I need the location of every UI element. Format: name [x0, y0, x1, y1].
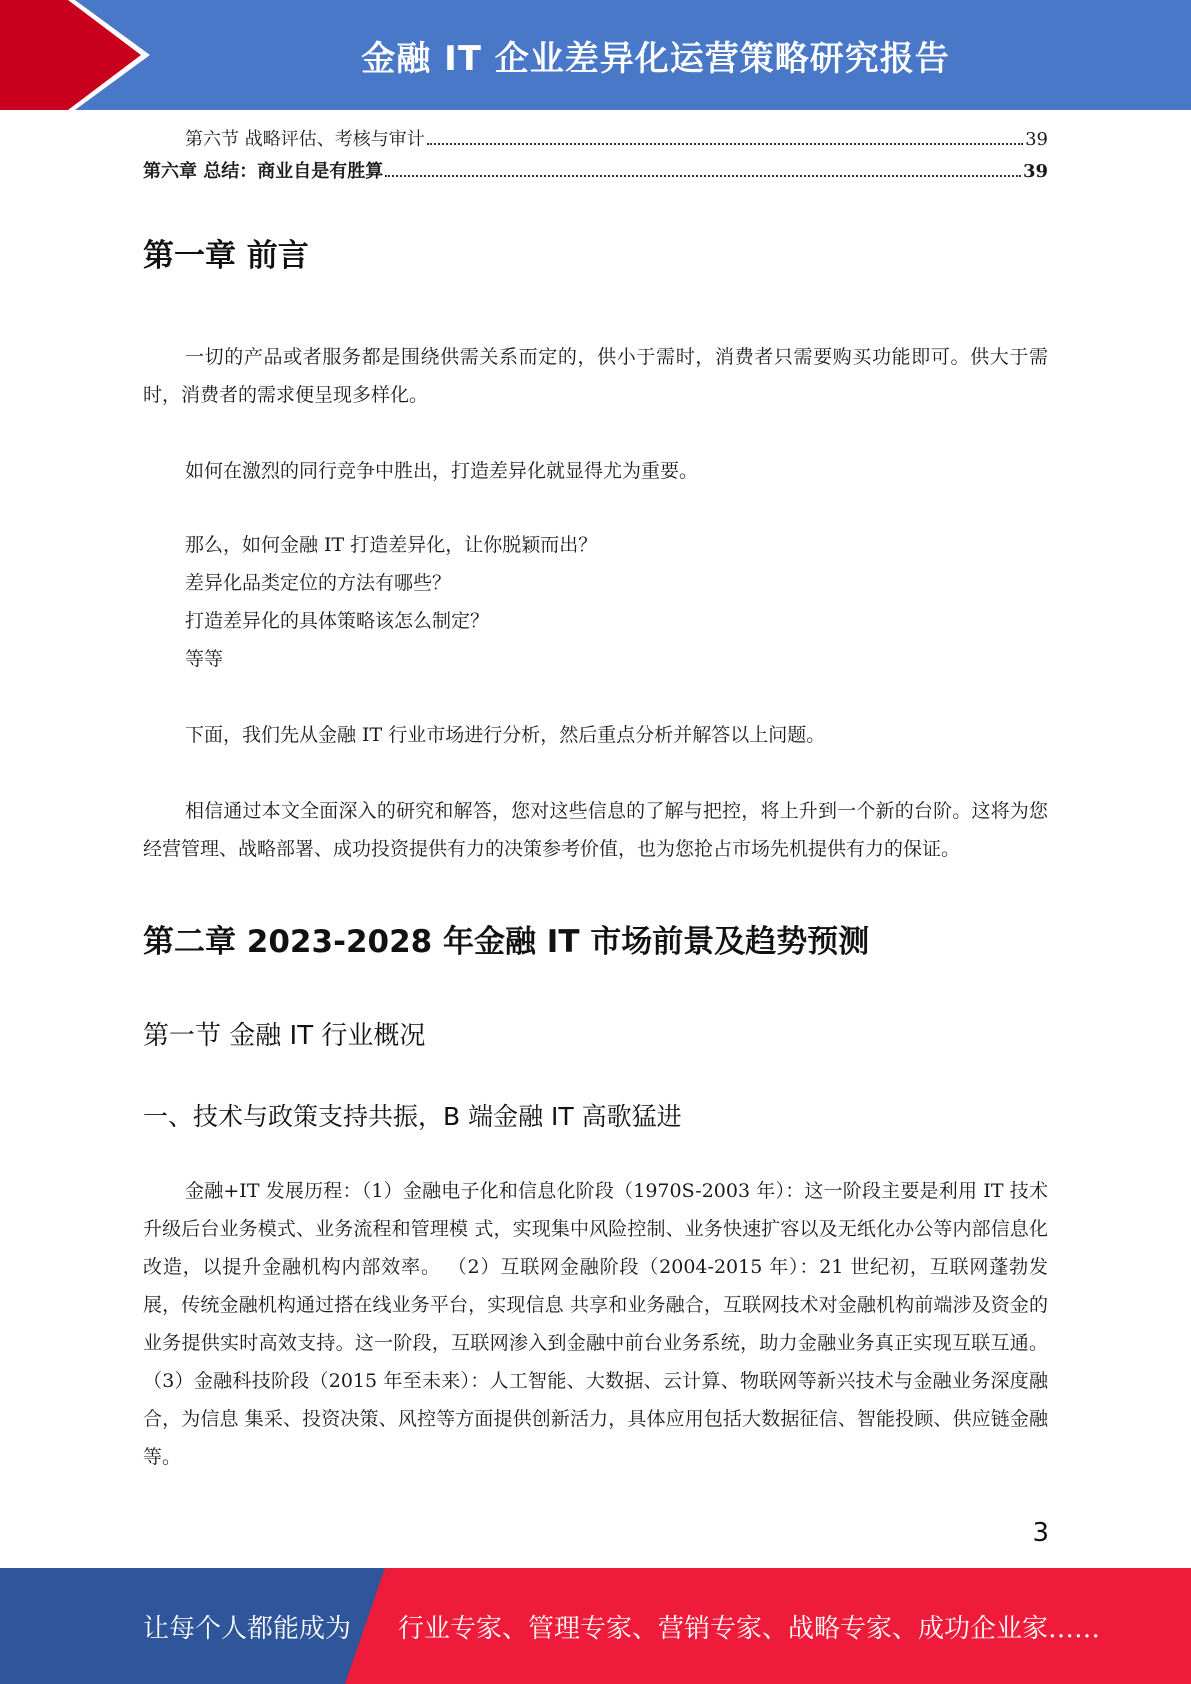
toc-leader — [427, 143, 1023, 145]
page-header — [0, 0, 1191, 110]
paragraph: 一切的产品或者服务都是围绕供需关系而定的，供小于需时，消费者只需要购买功能即可。供大于需时，消费者的需求便呈现多样化。 — [143, 346, 1048, 406]
question-line: 打造差异化的具体策略该怎么制定？ — [185, 610, 490, 632]
section-heading: 第一节 金融 IT 行业概况 — [143, 1021, 426, 1051]
chapter-1-heading: 第一章 前言 — [143, 238, 309, 274]
toc-entry-section-6[interactable] — [143, 124, 1048, 156]
toc-entry-title: 第六章 总结：商业自是有胜算 — [143, 161, 384, 182]
subsection-heading: 一、技术与政策支持共振，B 端金融 IT 高歌猛进 — [143, 1102, 682, 1131]
paragraph: 相信通过本文全面深入的研究和解答，您对这些信息的了解与把控，将上升到一个新的台阶。这将为您经营管理、战略部署、成功投资提供有力的决策参考价值，也为您抢占市场先机提供有力的保证。 — [143, 800, 1048, 860]
question-line: 等等 — [185, 648, 224, 670]
header-arrow-decoration — [0, 0, 170, 110]
toc-leader — [385, 175, 1021, 177]
paragraph: 金融+IT 发展历程：（1）金融电子化和信息化阶段（1970S-2003 年）：这一阶段主要是利用 IT 技术升级后台业务模式、业务流程和管理模 式，实现集中风险控制、业务快速扩容以及无纸化办公等内部信息化改造，以提升金融机构内部效率。 （2）互联网金融阶段（2004-2015 年）：21 世纪初，互联网蓬勃发展，传统金融机构通过搭在线业务平台，实现信息 共享和业务融合，互联网技术对金融机构前端涉及资金的业务提供实时高效支持。这一阶段，互联网渗入到金融中前台业务系统，助力金融业务真正实现互联互通。 （3）金融科技阶段（2015 年至未来）：人工智能、大数据、云计算、物联网等新兴技术与金融业务深度融合，为信息 集采、投资决策、风控等方面提供创新活力，具体应用包括大数据征信、智能投顾、供应链金融等。 — [143, 1180, 1048, 1468]
toc-entry-chapter-6[interactable] — [143, 156, 1048, 188]
footer-slogan-right: 行业专家、管理专家、营销专家、战略专家、成功企业家…… — [398, 1613, 1101, 1644]
chapter-2-heading: 第二章 2023-2028 年金融 IT 市场前景及趋势预测 — [143, 924, 870, 960]
toc-entry-page: 39 — [1022, 161, 1048, 182]
toc-entry-title: 第六节 战略评估、考核与审计 — [185, 129, 425, 150]
document-body — [143, 124, 1048, 1476]
footer-slogan-left: 让每个人都能成为 — [143, 1613, 352, 1644]
question-line: 差异化品类定位的方法有哪些？ — [185, 572, 452, 594]
paragraph: 如何在激烈的同行竞争中胜出，打造差异化就显得尤为重要。 — [185, 460, 699, 482]
page-footer — [0, 1568, 1191, 1684]
question-line: 那么，如何金融 IT 打造差异化，让你脱颖而出？ — [185, 534, 598, 556]
report-title: 金融 IT 企业差异化运营策略研究报告 — [361, 38, 950, 79]
toc-entry-page: 39 — [1025, 129, 1048, 150]
page-number: 3 — [1032, 1518, 1049, 1548]
paragraph: 下面，我们先从金融 IT 行业市场进行分析，然后重点分析并解答以上问题。 — [185, 724, 826, 746]
